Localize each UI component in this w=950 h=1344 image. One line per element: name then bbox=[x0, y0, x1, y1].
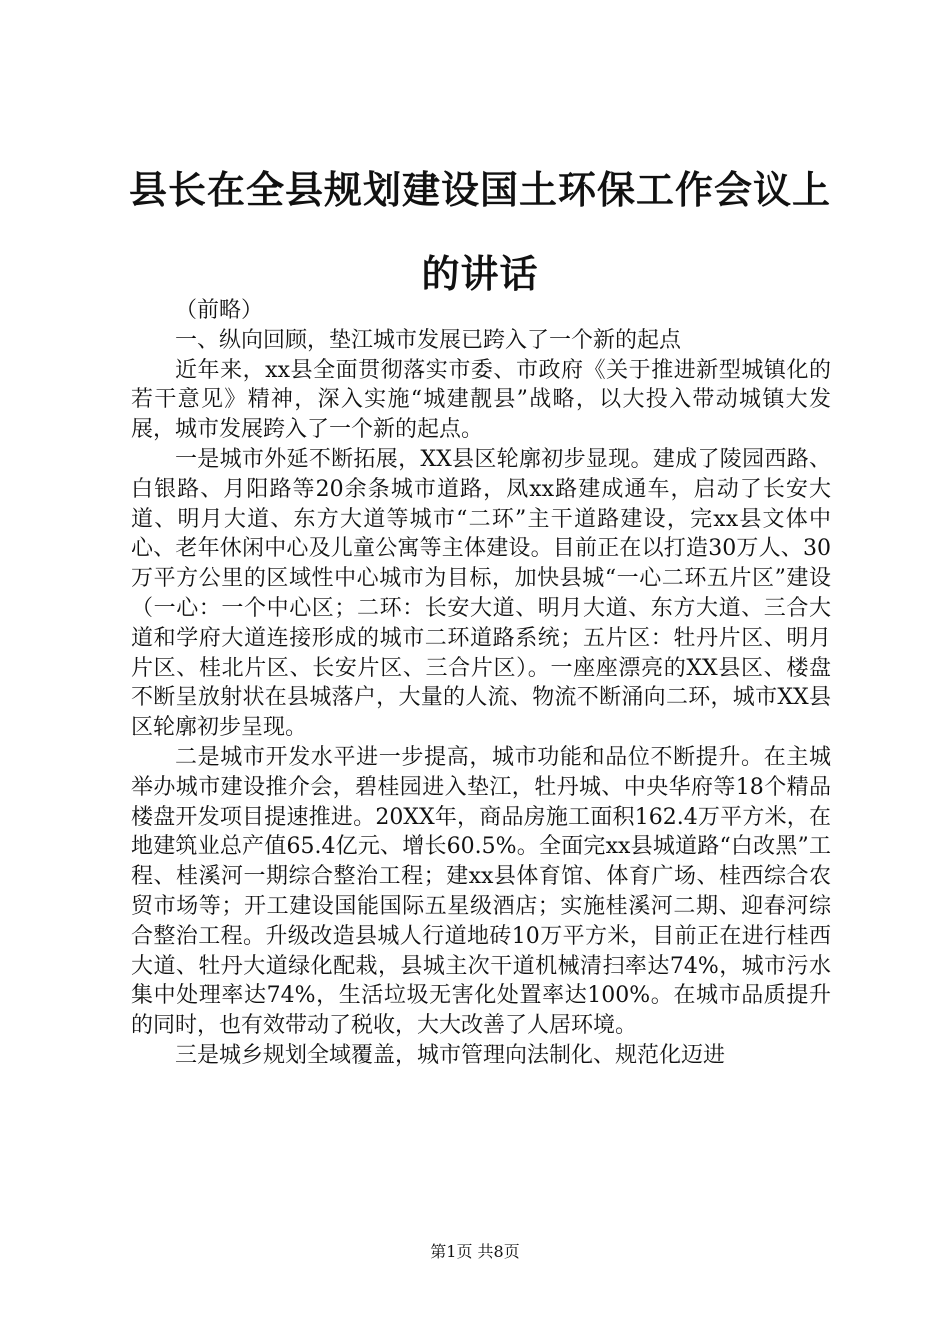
paragraph-point-two: 二是城市开发水平进一步提高，城市功能和品位不断提升。在主城举办城市建设推介会，碧桂园进入垫江，牡丹城、中央华府等18个精品楼盘开发项目提速推进。20XX年，商品房施工面积162.4万平方米，在地建筑业总产值65.4亿元、增长60.5%。全面完xx县城道路“白改黑”工程、桂溪河一期综合整治工程；建xx县体育馆、体育广场、桂西综合农贸市场等；开工建设国能国际五星级酒店；实施桂溪河二期、迎春河综合整治工程。升级改造县城人行道地砖10万平方米，目前正在进行桂西大道、牡丹大道绿化配栽，县城主次干道机械清扫率达74%，城市污水集中处理率达74%，生活垃圾无害化处置率达100%。在城市品质提升的同时，也有效带动了税收，大大改善了人居环境。 bbox=[131, 744, 831, 1039]
document-body bbox=[131, 296, 831, 1071]
section-heading: 一、纵向回顾，垫江城市发展已跨入了一个新的起点 bbox=[175, 327, 682, 353]
paragraph-intro: 近年来，xx县全面贯彻落实市委、市政府《关于推进新型城镇化的若干意见》精神，深入实施“城建靓县”战略，以大投入带动城镇大发展，城市发展跨入了一个新的起点。 bbox=[131, 357, 831, 443]
paragraph-point-one: 一是城市外延不断拓展，XX县区轮廓初步显现。建成了陵园西路、白银路、月阳路等20余条城市道路，凤xx路建成通车，启动了长安大道、明月大道、东方大道等城市“二环”主干道路建设，完xx县文体中心、老年休闲中心及儿童公寓等主体建设。目前正在以打造30万人、30万平方公里的区域性中心城市为目标，加快县城“一心二环五片区”建设（一心：一个中心区；二环：长安大道、明月大道、东方大道、三合大道和学府大道连接形成的城市二环道路系统；五片区：牡丹片区、明月片区、桂北片区、长安片区、三合片区）。一座座漂亮的XX县区、楼盘不断呈放射状在县城落户，大量的人流、物流不断涌向二环，城市XX县区轮廓初步呈现。 bbox=[131, 446, 831, 741]
paragraph-point-three: 三是城乡规划全域覆盖，城市管理向法制化、规范化迈进 bbox=[175, 1042, 726, 1068]
paragraph-preface: （前略） bbox=[175, 298, 264, 323]
document-title: 县长在全县规划建设国土环保工作会议上的讲话 bbox=[128, 167, 831, 296]
page-number-footer: 第1页 共8页 bbox=[430, 1242, 520, 1261]
